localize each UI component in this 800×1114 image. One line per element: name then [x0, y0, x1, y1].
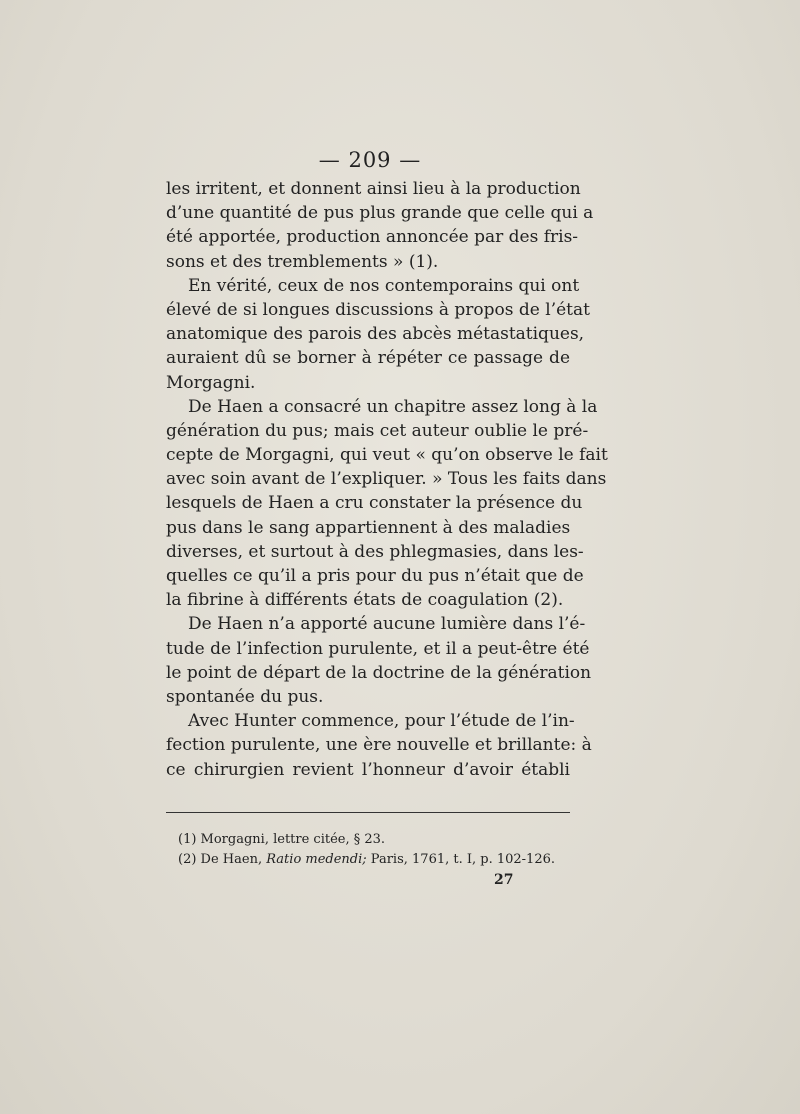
- text-line: tude de l’infection purulente, et il a peut-être été: [166, 638, 590, 659]
- text-line: auraient dû se borner à répéter ce passage de: [166, 348, 570, 369]
- text-line: diverses, et surtout à des phlegmasies, dans les-: [166, 541, 584, 562]
- text-line: Morgagni.: [166, 372, 256, 393]
- text-line: spontanée du pus.: [166, 686, 324, 707]
- text-line: quelles ce qu’il a pris pour du pus n’était que de: [166, 566, 584, 586]
- text-line: le point de départ de la doctrine de la génération: [166, 662, 592, 683]
- text-line: la fibrine à différents états de coagulation (2).: [166, 590, 564, 611]
- text-line: De Haen a consacré un chapitre assez long à la: [188, 396, 598, 417]
- text-line: cepte de Morgagni, qui veut « qu’on observe le fait: [166, 445, 608, 466]
- text-line: sons et des tremblements » (1).: [166, 251, 439, 272]
- text-line: pus dans le sang appartiennent à des maladies: [166, 517, 571, 538]
- text-line: génération du pus; mais cet auteur oublie le pré-: [166, 420, 589, 441]
- text-line: avec soin avant de l’expliquer. » Tous les faits dans: [166, 469, 607, 490]
- text-line: les irritent, et donnent ainsi lieu à la production: [166, 179, 581, 199]
- footnote-2-title: Ratio medendi;: [266, 852, 367, 867]
- text-line: De Haen n’a apporté aucune lumière dans l’é-: [188, 614, 586, 635]
- text-line: d’une quantité de pus plus grande que celle qui a: [166, 203, 594, 224]
- text-line: anatomique des parois des abcès métastatiques,: [166, 324, 585, 345]
- footnote-divider: [166, 812, 570, 813]
- text-line: élevé de si longues discussions à propos de l’état: [166, 299, 590, 320]
- text-line: En vérité, ceux de nos contemporains qui ont: [188, 275, 580, 296]
- text-line: ce chirurgien revient l’honneur d’avoir établi: [166, 759, 570, 780]
- footnotes: [178, 830, 578, 870]
- footnote-2-lead: (2) De Haen,: [178, 852, 267, 867]
- signature-mark: 27: [494, 872, 514, 888]
- footnote-1: (1) Morgagni, lettre citée, § 23.: [178, 832, 386, 847]
- text-line: lesquels de Haen a cru constater la présence du: [166, 493, 583, 514]
- footnote-2-tail: Paris, 1761, t. I, p. 102-126.: [366, 852, 556, 867]
- footnote-2: [178, 850, 578, 870]
- body-text: [166, 177, 608, 782]
- text-line: Avec Hunter commence, pour l’étude de l’in-: [188, 711, 575, 732]
- text-line: été apportée, production annoncée par des fris-: [166, 227, 579, 248]
- text-line: fection purulente, une ère nouvelle et brillante: à: [166, 735, 592, 756]
- page-number: — 209 —: [318, 148, 422, 172]
